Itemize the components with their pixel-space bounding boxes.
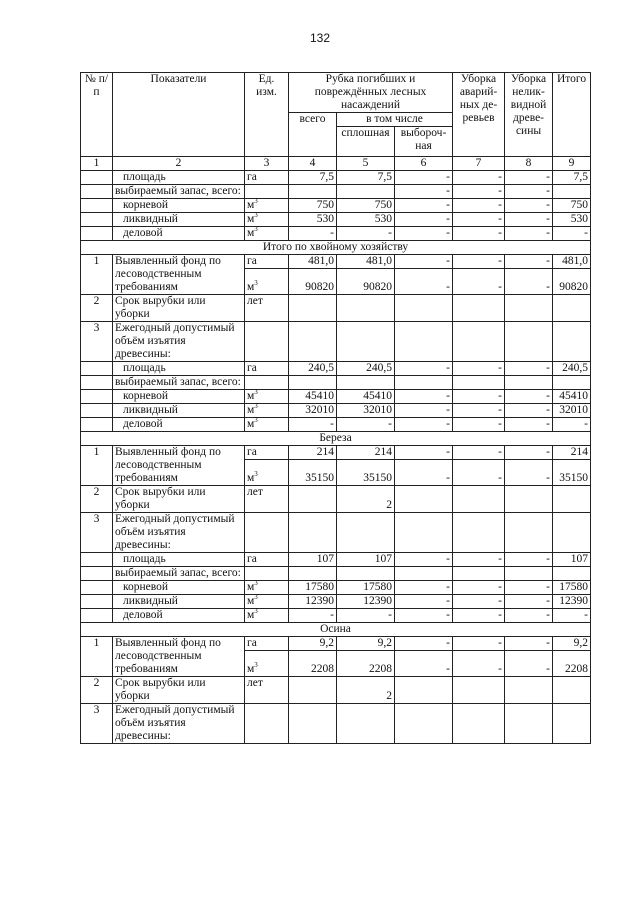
- unit-cell: га: [245, 553, 289, 567]
- header-indicators: Показатели: [113, 73, 245, 157]
- section-header-row: [81, 623, 591, 637]
- section-title: Осина: [81, 623, 591, 637]
- column-number-row: [81, 157, 591, 171]
- col-number: 5: [337, 157, 395, 171]
- header-emergency-trees: Уборка аварий-ных де-ревьев: [453, 73, 505, 157]
- section-header-row: [81, 241, 591, 255]
- table-row: деловой $м^3$ - - - - - -: [81, 227, 591, 241]
- table-row: ликвидный $м^3$ 32010 32010 - - - 32010: [81, 404, 591, 418]
- unit-cell: га: [245, 255, 289, 269]
- page-number: 132: [309, 31, 331, 45]
- row-label: площадь: [113, 171, 245, 185]
- table-row: деловой $м^3$ - - - - - -: [81, 609, 591, 623]
- row-label: выбираемый запас, всего:: [113, 185, 245, 199]
- unit-cell: $м^3$: [245, 213, 289, 227]
- table-row: 2 Срок вырубки или уборки лет 2: [81, 486, 591, 513]
- row-label: ликвидный: [113, 404, 245, 418]
- unit-cell: лет: [245, 295, 289, 322]
- felling-table: [80, 72, 591, 744]
- row-label: выбираемый запас, всего:: [113, 376, 245, 390]
- table-row: 3 Ежегодный допустимый объём изъятия древесины:: [81, 704, 591, 744]
- col-number: 2: [113, 157, 245, 171]
- row-label: выбираемый запас, всего:: [113, 567, 245, 581]
- table-row: 2 Срок вырубки или уборки лет 2: [81, 677, 591, 704]
- row-label: Ежегодный допустимый объём изъятия древесины:: [113, 322, 245, 362]
- unit-cell: $м^3$: [245, 595, 289, 609]
- table-row: [81, 567, 591, 581]
- header-total-all: всего: [289, 113, 337, 157]
- unit-cell: $м^3$: [245, 404, 289, 418]
- col-number: 1: [81, 157, 113, 171]
- unit-cell: га: [245, 446, 289, 460]
- table-row: площадь га 240,5 240,5 - - - 240,5: [81, 362, 591, 376]
- table-row: ликвидный $м^3$ 12390 12390 - - - 12390: [81, 595, 591, 609]
- header-unit: Ед. изм.: [245, 73, 289, 157]
- unit-cell: $м^3$: [245, 651, 289, 677]
- row-label: Срок вырубки или уборки: [113, 486, 245, 513]
- table-row: выбираемый запас, всего: - - -: [81, 185, 591, 199]
- table-row: 1 Выявленный фонд по лесоводственным требованиям га 9,2 9,2 - - - 9,2: [81, 637, 591, 651]
- table-row: корневой $м^3$ 45410 45410 - - - 45410: [81, 390, 591, 404]
- row-label: площадь: [113, 362, 245, 376]
- unit-cell: лет: [245, 677, 289, 704]
- unit-cell: га: [245, 171, 289, 185]
- table-row: 3 Ежегодный допустимый объём изъятия древесины:: [81, 322, 591, 362]
- table-row: [81, 376, 591, 390]
- section-header-row: [81, 432, 591, 446]
- header-including: в том числе: [337, 113, 453, 127]
- header-selective-felling: выбороч-ная: [395, 127, 453, 157]
- row-label: Выявленный фонд по лесоводственным требованиям: [113, 637, 245, 677]
- table-row: 3 Ежегодный допустимый объём изъятия древесины:: [81, 513, 591, 553]
- section-title: Итого по хвойному хозяйству: [81, 241, 591, 255]
- unit-cell: $м^3$: [245, 269, 289, 295]
- unit-cell: га: [245, 637, 289, 651]
- unit-cell: $м^3$: [245, 581, 289, 595]
- col-number: 6: [395, 157, 453, 171]
- col-number: 7: [453, 157, 505, 171]
- header-no: № п/п: [81, 73, 113, 157]
- row-label: площадь: [113, 553, 245, 567]
- table-row: $м^3$ 90820 90820 - - - 90820: [81, 269, 591, 295]
- unit-cell: $м^3$: [245, 609, 289, 623]
- row-label: деловой: [113, 418, 245, 432]
- table-row: деловой $м^3$ - - - - - -: [81, 418, 591, 432]
- row-label: Срок вырубки или уборки: [113, 295, 245, 322]
- unit-cell: лет: [245, 486, 289, 513]
- row-label: Срок вырубки или уборки: [113, 677, 245, 704]
- row-label: Выявленный фонд по лесоводственным требованиям: [113, 255, 245, 295]
- unit-cell: $м^3$: [245, 199, 289, 213]
- table-row: $м^3$ 2208 2208 - - - 2208: [81, 651, 591, 677]
- table-row: 1 Выявленный фонд по лесоводственным требованиям га 481,0 481,0 - - - 481,0: [81, 255, 591, 269]
- col-number: 8: [505, 157, 553, 171]
- row-label: корневой: [113, 390, 245, 404]
- header-nonliquid-wood: Уборка нелик-видной древе-сины: [505, 73, 553, 157]
- table-row: 2 Срок вырубки или уборки лет: [81, 295, 591, 322]
- table-row: $м^3$ 35150 35150 - - - 35150: [81, 460, 591, 486]
- col-number: 3: [245, 157, 289, 171]
- table-row: площадь га 107 107 - - - 107: [81, 553, 591, 567]
- table-row: ликвидный $м^3$ 530 530 - - - 530: [81, 213, 591, 227]
- row-label: Ежегодный допустимый объём изъятия древесины:: [113, 704, 245, 744]
- unit-cell: $м^3$: [245, 227, 289, 241]
- table-row: корневой $м^3$ 17580 17580 - - - 17580: [81, 581, 591, 595]
- unit-cell: $м^3$: [245, 460, 289, 486]
- section-title: Береза: [81, 432, 591, 446]
- header-felling-group: Рубка погибших и повреждённых лесных насаждений: [289, 73, 453, 113]
- unit-cell: $м^3$: [245, 390, 289, 404]
- table-row: корневой $м^3$ 750 750 - - - 750: [81, 199, 591, 213]
- row-label: ликвидный: [113, 595, 245, 609]
- header-sum: Итого: [553, 73, 591, 157]
- unit-cell: га: [245, 362, 289, 376]
- row-label: Ежегодный допустимый объём изъятия древесины:: [113, 513, 245, 553]
- row-label: Выявленный фонд по лесоводственным требованиям: [113, 446, 245, 486]
- row-label: ликвидный: [113, 213, 245, 227]
- row-label: деловой: [113, 227, 245, 241]
- row-label: корневой: [113, 581, 245, 595]
- table-row: 1 Выявленный фонд по лесоводственным требованиям га 214 214 - - - 214: [81, 446, 591, 460]
- header-clear-felling: сплошная: [337, 127, 395, 157]
- col-number: 4: [289, 157, 337, 171]
- unit-cell: $м^3$: [245, 418, 289, 432]
- row-label: корневой: [113, 199, 245, 213]
- row-label: деловой: [113, 609, 245, 623]
- col-number: 9: [553, 157, 591, 171]
- table-row: площадь га 7,5 7,5 - - - 7,5: [81, 171, 591, 185]
